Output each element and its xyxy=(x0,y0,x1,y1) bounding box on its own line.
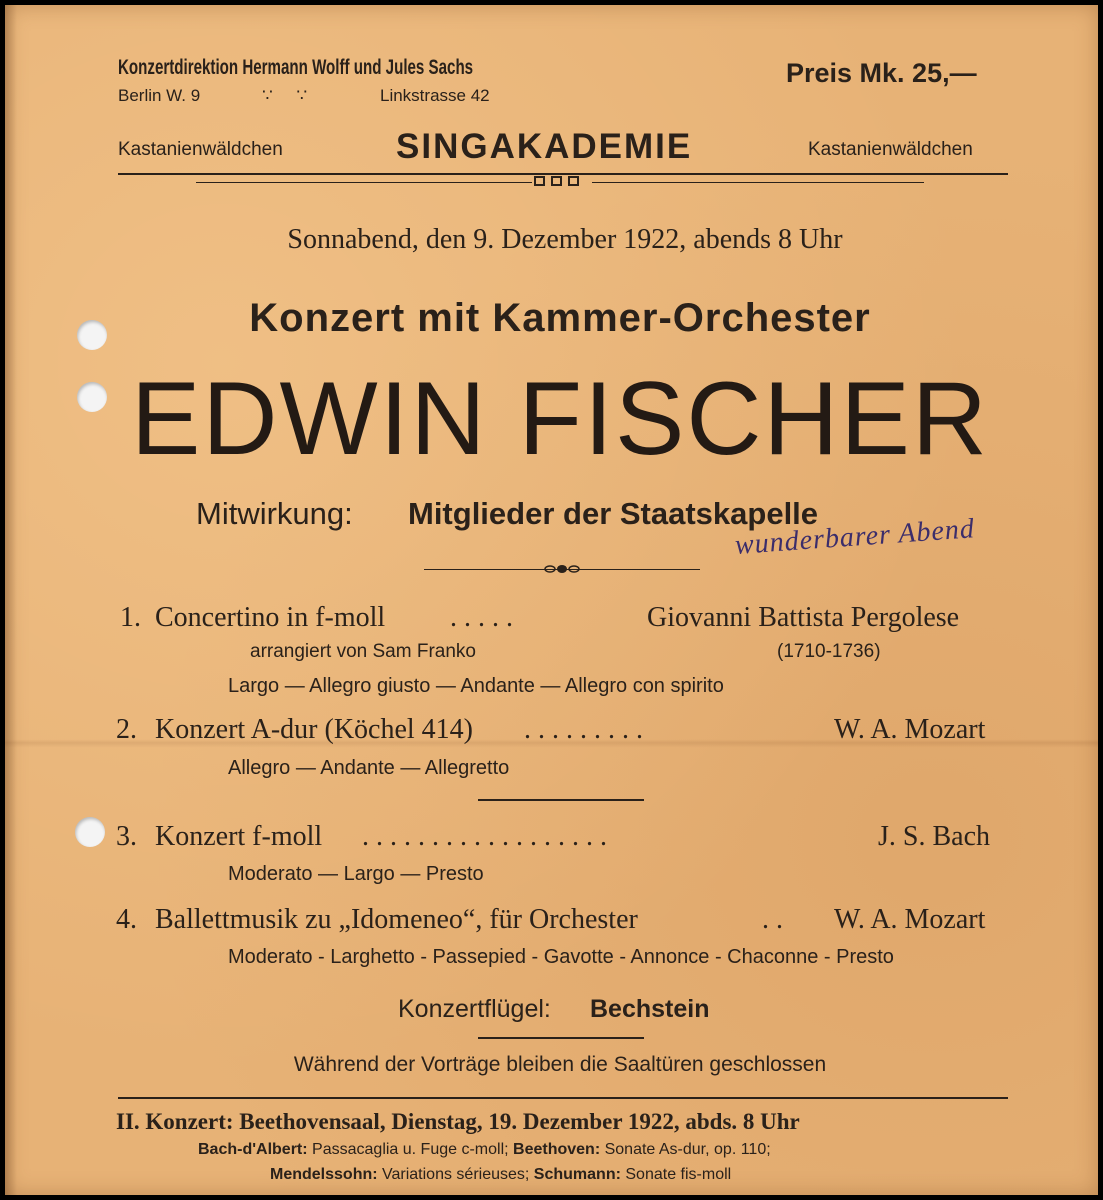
piano-brand: Bechstein xyxy=(590,995,710,1023)
composer-name: Bach-d'Albert: xyxy=(198,1141,308,1158)
punch-hole xyxy=(75,817,105,847)
program-item-composer: W. A. Mozart xyxy=(834,904,986,935)
address-separator: ∵ ∵ xyxy=(262,86,308,105)
composer-name: Mendelssohn: xyxy=(270,1166,378,1183)
location-right: Kastanienwäldchen xyxy=(808,139,973,160)
cooperation-label: Mitwirkung: xyxy=(196,496,353,531)
work-title: Variations sérieuses; xyxy=(382,1166,530,1183)
composer-dates: (1710-1736) xyxy=(777,641,881,662)
event-date: Sonnabend, den 9. Dezember 1922, abends 8 Uhr xyxy=(287,224,843,255)
ticket-price: Preis Mk. 25,— xyxy=(786,58,977,88)
next-concert-line-1 xyxy=(198,1141,771,1159)
program-item-title: Concertino in f-moll xyxy=(155,602,386,633)
door-notice: Während der Vorträge bleiben die Saaltüren geschlossen xyxy=(293,1053,827,1076)
piano-rule xyxy=(478,1037,644,1039)
program-item-movements: Moderato - Larghetto - Passepied - Gavotte - Annonce - Chaconne - Presto xyxy=(228,946,894,968)
composer-name: Beethoven: xyxy=(513,1141,601,1158)
program-item-note: arrangiert von Sam Franko xyxy=(250,641,476,662)
program-item-composer: J. S. Bach xyxy=(878,821,990,852)
cooperation-ensemble: Mitglieder der Staatskapelle xyxy=(408,496,819,531)
program-item-number: 4. xyxy=(116,904,137,935)
program-item-movements: Allegro — Andante — Allegretto xyxy=(228,757,510,779)
program-item-movements: Largo — Allegro giusto — Andante — Allegro con spirito xyxy=(228,675,724,697)
program-item-movements: Moderato — Largo — Presto xyxy=(228,863,484,885)
handwritten-note: wunderbarer Abend xyxy=(734,513,976,561)
composer-name: Schumann: xyxy=(533,1166,621,1183)
program-item-leader: . . xyxy=(762,904,783,935)
event-subtitle: Konzert mit Kammer-Orchester xyxy=(249,296,871,340)
program-item-title: Ballettmusik zu „Idomeneo“, für Orchester xyxy=(155,904,638,935)
ornament-flourish xyxy=(538,562,586,576)
program-item-title: Konzert A-dur (Köchel 414) xyxy=(155,714,474,745)
header-rule-lower-left xyxy=(196,182,532,183)
program-item-leader: . . . . . xyxy=(450,602,513,633)
work-title: Sonate As-dur, op. 110; xyxy=(604,1141,771,1158)
performer-name: EDWIN FISCHER xyxy=(131,361,989,477)
paper-edge xyxy=(5,5,17,1195)
footer-rule xyxy=(118,1097,1008,1099)
venue-name: SINGAKADEMIE xyxy=(396,127,693,166)
program-item-number: 3. xyxy=(116,821,137,852)
program-item-title: Konzert f-moll xyxy=(155,821,323,852)
work-title: Sonate fis-moll xyxy=(625,1166,732,1183)
program-item-leader: . . . . . . . . . xyxy=(524,714,643,745)
program-item-composer: W. A. Mozart xyxy=(834,714,986,745)
intermission-rule xyxy=(478,799,644,801)
next-concert-line-2 xyxy=(270,1166,731,1184)
program-item-number: 2. xyxy=(116,714,137,745)
program-item-composer: Giovanni Battista Pergolese xyxy=(647,602,960,633)
agency-city: Berlin W. 9 xyxy=(118,86,201,105)
location-left: Kastanienwäldchen xyxy=(118,139,283,160)
agency-street: Linkstrasse 42 xyxy=(380,86,490,105)
punch-hole xyxy=(77,320,107,350)
header-rule-lower-right xyxy=(592,182,924,183)
program-item-leader: . . . . . . . . . . . . . . . . . . xyxy=(362,821,607,852)
piano-label: Konzertflügel: xyxy=(398,995,551,1023)
ornament-squares xyxy=(532,175,592,189)
work-title: Passacaglia u. Fuge c-moll; xyxy=(312,1141,509,1158)
agency-name: Konzertdirektion Hermann Wolff und Jules Sachs xyxy=(118,56,474,79)
program-item-number: 1. xyxy=(120,602,141,633)
next-concert-headline: II. Konzert: Beethovensaal, Dienstag, 19. Dezember 1922, abds. 8 Uhr xyxy=(116,1109,800,1134)
